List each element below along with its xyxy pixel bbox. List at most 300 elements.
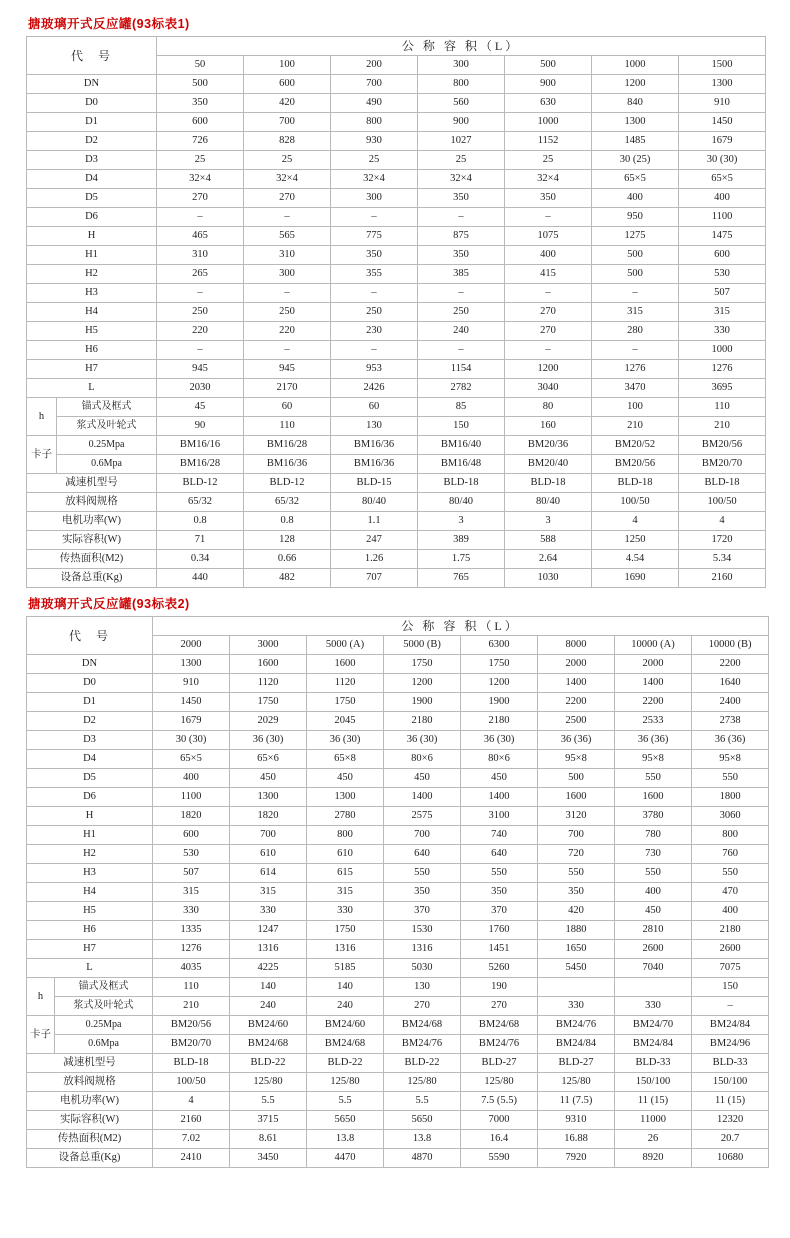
cell: 1250 [592,531,679,550]
cell: 550 [615,864,692,883]
cell: 140 [230,978,307,997]
table-row [27,1130,769,1149]
table-row [27,474,766,493]
cell: 2170 [244,379,331,398]
cell: BLD-18 [418,474,505,493]
table-row [27,151,766,170]
cell: 11 (15) [615,1092,692,1111]
cell: 3 [505,512,592,531]
cell: 36 (30) [307,731,384,750]
table-row-group-clamp [27,436,766,455]
cell: BM24/76 [461,1035,538,1054]
header-capacity-label: 公 称 容 积（L） [157,37,766,56]
cell: 2400 [692,693,769,712]
cell: 7.02 [153,1130,230,1149]
cell: 128 [244,531,331,550]
cell: 26 [615,1130,692,1149]
cell: 265 [157,265,244,284]
cell: 700 [244,113,331,132]
cell: 1750 [307,693,384,712]
cell: BM20/70 [153,1035,230,1054]
cell: 65×5 [679,170,766,189]
cell: BLD-33 [615,1054,692,1073]
cell: 30 (30) [679,151,766,170]
row-label: D1 [27,113,157,132]
cell: – [418,284,505,303]
cell: 1600 [307,655,384,674]
cell: 150/100 [615,1073,692,1092]
top-spacer [0,0,790,8]
cell: 1120 [307,674,384,693]
cell: 110 [244,417,331,436]
cell: 240 [418,322,505,341]
cell: 740 [461,826,538,845]
cell: 500 [538,769,615,788]
cell: 700 [384,826,461,845]
row-label: H [27,807,153,826]
row-label: D5 [27,769,153,788]
table-row [27,959,769,978]
cell: 1750 [230,693,307,712]
cell: 240 [307,997,384,1016]
table-row [27,550,766,569]
cell: – [505,208,592,227]
cell: 210 [679,417,766,436]
row-label: H2 [27,265,157,284]
group-label-clamp: 卡子 [27,436,57,474]
cell: 1750 [461,655,538,674]
header-code-label: 代 号 [27,37,157,75]
cell: 440 [157,569,244,588]
cell: 350 [461,883,538,902]
cell: 800 [331,113,418,132]
cell: 726 [157,132,244,151]
bottom-spacer [0,1168,790,1178]
cell: 415 [505,265,592,284]
capacity-col-8: 10000 (B) [692,636,769,655]
row-label: H6 [27,341,157,360]
cell: – [505,284,592,303]
cell: 5.34 [679,550,766,569]
cell: 1316 [384,940,461,959]
cell: 2738 [692,712,769,731]
row-label: D6 [27,208,157,227]
table-row [27,731,769,750]
cell: 2500 [538,712,615,731]
cell: 640 [461,845,538,864]
cell: 5650 [307,1111,384,1130]
cell: 400 [592,189,679,208]
cell: 100/50 [679,493,766,512]
cell: 350 [384,883,461,902]
cell: 490 [331,94,418,113]
cell: 250 [244,303,331,322]
cell: 400 [615,883,692,902]
cell: BM20/36 [505,436,592,455]
cell: BLD-33 [692,1054,769,1073]
cell: 270 [505,322,592,341]
cell: 1027 [418,132,505,151]
row-label: H5 [27,902,153,921]
table-header-row [27,37,766,56]
cell: 400 [692,902,769,921]
cell: 600 [153,826,230,845]
cell: 2160 [153,1111,230,1130]
cell: 330 [153,902,230,921]
group-sub-label: 浆式及叶轮式 [57,417,157,436]
row-label: H6 [27,921,153,940]
table-row-group-h [27,997,769,1016]
cell: 3695 [679,379,766,398]
cell: BM24/96 [692,1035,769,1054]
group-sub-label: 0.6Mpa [57,455,157,474]
capacity-col-6: 1000 [592,56,679,75]
table-row [27,303,766,322]
cell: 450 [307,769,384,788]
table-row [27,655,769,674]
row-label: L [27,379,157,398]
cell: 1400 [615,674,692,693]
cell: 4225 [230,959,307,978]
cell: 5030 [384,959,461,978]
cell: 3120 [538,807,615,826]
cell: 330 [230,902,307,921]
cell: 1760 [461,921,538,940]
cell: 270 [157,189,244,208]
cell: BM24/84 [538,1035,615,1054]
cell: 65/32 [157,493,244,512]
row-label: 实际容积(W) [27,1111,153,1130]
row-label: D0 [27,674,153,693]
cell: 550 [615,769,692,788]
cell: 370 [384,902,461,921]
cell: 615 [307,864,384,883]
cell: BLD-22 [230,1054,307,1073]
cell: 420 [538,902,615,921]
cell: 1300 [679,75,766,94]
cell: BM20/70 [679,455,766,474]
cell: 250 [418,303,505,322]
cell: BM20/52 [592,436,679,455]
cell: 1300 [153,655,230,674]
cell: 125/80 [230,1073,307,1092]
row-label: 放料阀规格 [27,493,157,512]
cell: 1100 [153,788,230,807]
cell: 315 [679,303,766,322]
row-label: 放料阀规格 [27,1073,153,1092]
cell: 100 [592,398,679,417]
cell: 250 [157,303,244,322]
cell: BM24/68 [461,1016,538,1035]
row-label: D4 [27,170,157,189]
cell: 125/80 [384,1073,461,1092]
cell: 80 [505,398,592,417]
cell: 7.5 (5.5) [461,1092,538,1111]
cell: 2600 [615,940,692,959]
cell: 2160 [679,569,766,588]
cell: 953 [331,360,418,379]
cell: 760 [692,845,769,864]
cell: 370 [461,902,538,921]
cell: 315 [230,883,307,902]
table-row [27,170,766,189]
cell: 2029 [230,712,307,731]
table-row-group-h [27,398,766,417]
table-row [27,674,769,693]
cell: – [592,284,679,303]
cell: 1450 [679,113,766,132]
cell: 300 [331,189,418,208]
table-row [27,379,766,398]
cell: BM24/68 [307,1035,384,1054]
cell: 60 [331,398,418,417]
cell: 700 [230,826,307,845]
cell: 1000 [679,341,766,360]
cell: 500 [157,75,244,94]
cell: 355 [331,265,418,284]
cell: 350 [331,246,418,265]
cell: BM16/16 [157,436,244,455]
cell: BLD-15 [331,474,418,493]
cell: 1152 [505,132,592,151]
cell: 3100 [461,807,538,826]
cell: BM24/60 [230,1016,307,1035]
cell: 315 [592,303,679,322]
cell: 1900 [461,693,538,712]
cell: 25 [331,151,418,170]
cell: 1.75 [418,550,505,569]
cell: 95×8 [538,750,615,769]
cell: 190 [461,978,538,997]
cell: BLD-18 [153,1054,230,1073]
cell: 25 [157,151,244,170]
cell: 1750 [307,921,384,940]
cell: 4470 [307,1149,384,1168]
cell: 32×4 [157,170,244,189]
cell: 4870 [384,1149,461,1168]
cell: 640 [384,845,461,864]
table-row [27,94,766,113]
cell: 65×5 [153,750,230,769]
table-row-group-clamp [27,1035,769,1054]
cell: 2000 [538,655,615,674]
cell: 16.88 [538,1130,615,1149]
row-label: 设备总重(Kg) [27,569,157,588]
cell: 8.61 [230,1130,307,1149]
row-label: 减速机型号 [27,474,157,493]
cell: 30 (25) [592,151,679,170]
cell: 1316 [230,940,307,959]
cell: 60 [244,398,331,417]
table-row [27,113,766,132]
cell: 25 [505,151,592,170]
table-row [27,712,769,731]
cell: 36 (30) [461,731,538,750]
row-label: D1 [27,693,153,712]
cell: 36 (30) [230,731,307,750]
capacity-col-3: 5000 (A) [307,636,384,655]
cell: 588 [505,531,592,550]
cell: 350 [505,189,592,208]
cell: 1400 [384,788,461,807]
table-row [27,531,766,550]
cell: 5450 [538,959,615,978]
capacity-col-1: 50 [157,56,244,75]
cell: 330 [538,997,615,1016]
cell: BM20/56 [153,1016,230,1035]
row-label: 电机功率(W) [27,1092,153,1111]
cell: BLD-27 [461,1054,538,1073]
table-row [27,569,766,588]
cell: 270 [505,303,592,322]
cell: 3040 [505,379,592,398]
cell: 350 [418,246,505,265]
cell: BM24/76 [384,1035,461,1054]
cell: 507 [153,864,230,883]
cell: 130 [331,417,418,436]
cell: 300 [244,265,331,284]
row-label: DN [27,655,153,674]
cell: 20.7 [692,1130,769,1149]
cell: 4035 [153,959,230,978]
cell: 530 [153,845,230,864]
capacity-col-2: 3000 [230,636,307,655]
cell: 500 [592,265,679,284]
section2-table-wrap [0,616,790,1168]
cell: 247 [331,531,418,550]
cell: 1880 [538,921,615,940]
cell: 700 [331,75,418,94]
cell: 95×8 [615,750,692,769]
row-label: D6 [27,788,153,807]
row-label: H [27,227,157,246]
row-label: L [27,959,153,978]
capacity-col-2: 100 [244,56,331,75]
cell: BLD-27 [538,1054,615,1073]
cell: 270 [461,997,538,1016]
capacity-col-4: 300 [418,56,505,75]
cell: 8920 [615,1149,692,1168]
cell: 32×4 [331,170,418,189]
table-row [27,227,766,246]
group-sub-label: 0.6Mpa [55,1035,153,1054]
cell: 5260 [461,959,538,978]
cell: 250 [331,303,418,322]
cell: 1.26 [331,550,418,569]
cell: – [244,208,331,227]
cell: 0.34 [157,550,244,569]
cell: 220 [244,322,331,341]
group-label-h: h [27,398,57,436]
table-row [27,807,769,826]
cell: 220 [157,322,244,341]
section1-table [26,36,766,588]
cell: 600 [244,75,331,94]
cell: BM24/68 [384,1016,461,1035]
cell: 140 [307,978,384,997]
cell: – [331,208,418,227]
group-sub-label: 0.25Mpa [55,1016,153,1035]
capacity-col-4: 5000 (B) [384,636,461,655]
cell: 400 [153,769,230,788]
cell: 385 [418,265,505,284]
cell: 1600 [538,788,615,807]
cell: 2782 [418,379,505,398]
cell: 65×5 [592,170,679,189]
cell: 730 [615,845,692,864]
row-label: D3 [27,151,157,170]
row-label: 传热面积(M2) [27,1130,153,1149]
cell: 1154 [418,360,505,379]
cell: 350 [538,883,615,902]
cell: 4.54 [592,550,679,569]
cell: 1300 [592,113,679,132]
cell: 420 [244,94,331,113]
cell: 270 [244,189,331,208]
cell: 25 [418,151,505,170]
cell: 945 [157,360,244,379]
table-header-row [27,617,769,636]
cell: 565 [244,227,331,246]
cell: 550 [692,769,769,788]
cell: 465 [157,227,244,246]
cell: 13.8 [307,1130,384,1149]
cell: 16.4 [461,1130,538,1149]
cell: 2180 [461,712,538,731]
cell: – [244,341,331,360]
cell: 550 [692,864,769,883]
cell: 80/40 [331,493,418,512]
cell: 1000 [505,113,592,132]
section2-title: 搪玻璃开式反应罐(93标表2) [28,597,190,611]
capacity-col-5: 500 [505,56,592,75]
capacity-col-3: 200 [331,56,418,75]
cell: 1276 [153,940,230,959]
cell: 700 [538,826,615,845]
cell: 550 [384,864,461,883]
table-row [27,788,769,807]
capacity-col-6: 8000 [538,636,615,655]
cell: 600 [157,113,244,132]
cell: 3715 [230,1111,307,1130]
cell: 160 [505,417,592,436]
cell: BM16/36 [331,436,418,455]
cell: 36 (36) [615,731,692,750]
cell: 2426 [331,379,418,398]
cell: 2780 [307,807,384,826]
cell: 1800 [692,788,769,807]
cell: 5590 [461,1149,538,1168]
cell: – [157,284,244,303]
cell: 507 [679,284,766,303]
cell: 630 [505,94,592,113]
cell: BM24/70 [615,1016,692,1035]
table-row [27,493,766,512]
cell: 1276 [679,360,766,379]
cell: 36 (36) [692,731,769,750]
cell: 389 [418,531,505,550]
cell: 330 [679,322,766,341]
cell: 1200 [461,674,538,693]
cell: BM16/28 [157,455,244,474]
cell: 350 [157,94,244,113]
cell: 150/100 [692,1073,769,1092]
cell: 65×6 [230,750,307,769]
cell: 100/50 [592,493,679,512]
cell: 2810 [615,921,692,940]
capacity-col-7: 1500 [679,56,766,75]
cell: BM16/36 [244,455,331,474]
